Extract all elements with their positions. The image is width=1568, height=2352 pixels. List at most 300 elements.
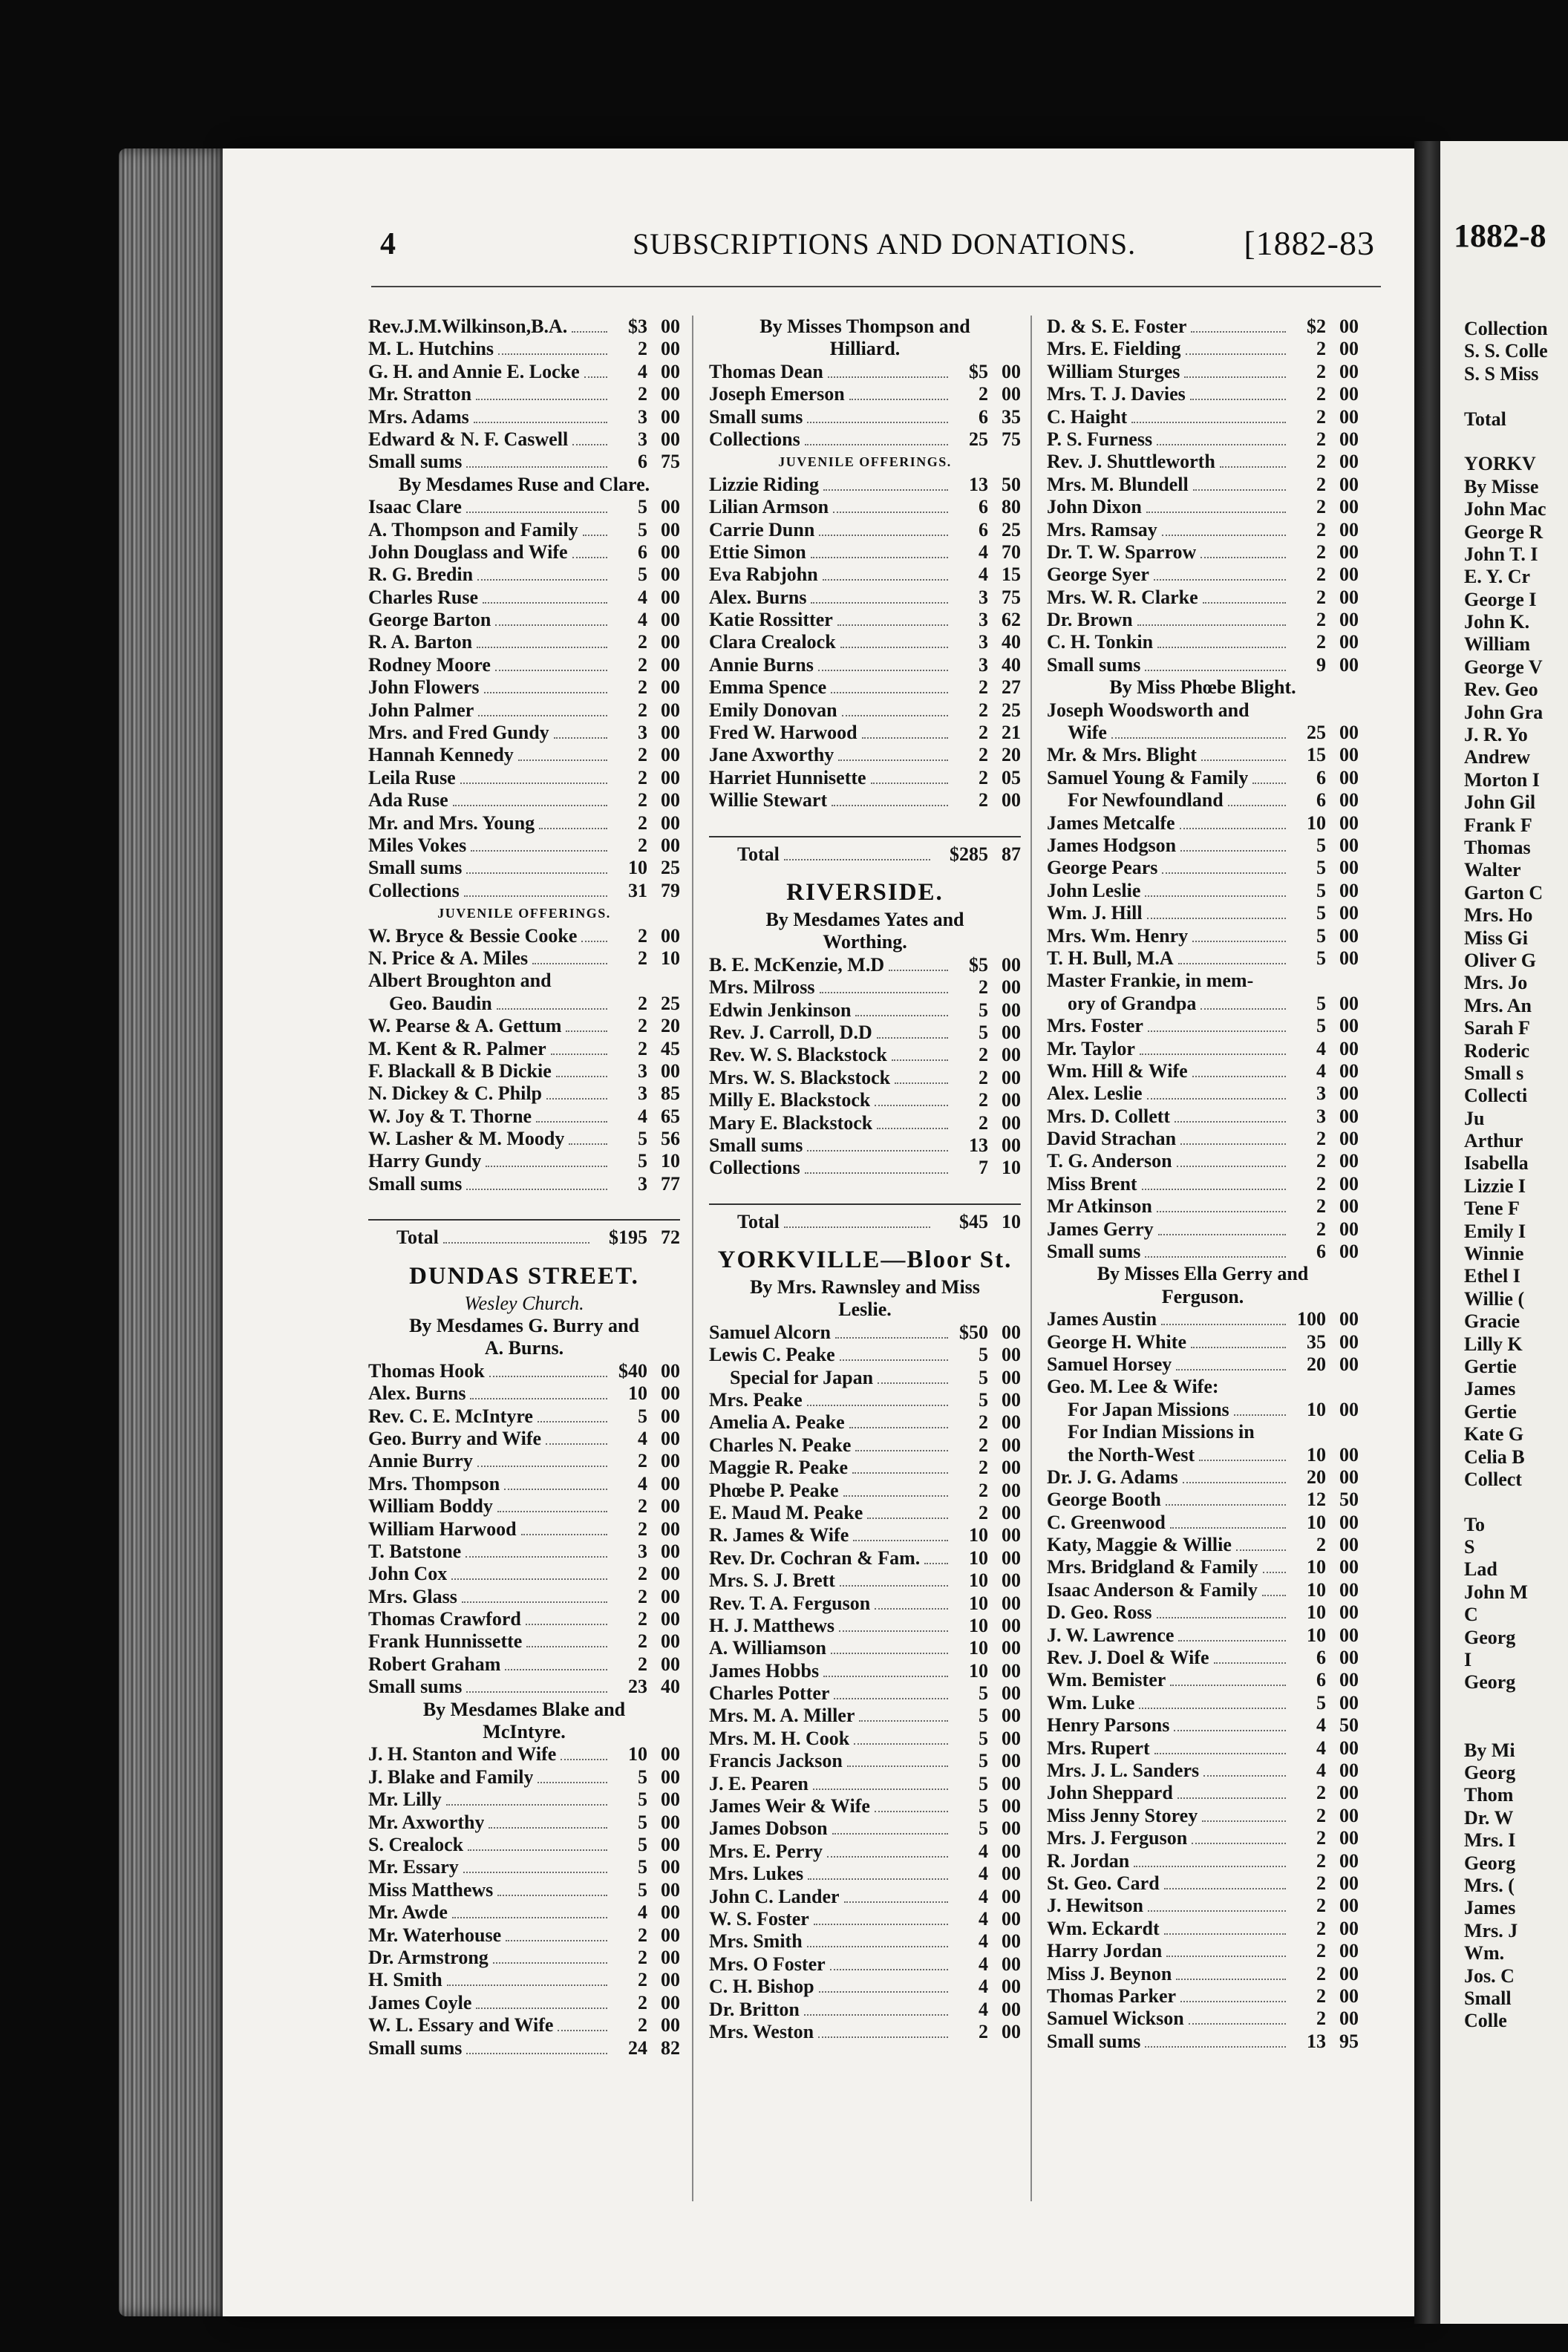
leader-dots (551, 1039, 607, 1055)
amount-cents: 75 (1002, 428, 1021, 450)
donation-entry (1047, 1150, 1359, 1172)
amount-cents: 00 (1339, 1849, 1359, 1872)
leader-dots (1180, 835, 1286, 852)
amount-dollars: 2 (979, 1479, 988, 1501)
facing-page-line: Georg (1464, 1762, 1516, 1783)
amount-cents: 00 (1339, 879, 1359, 901)
entry-name: Albert Broughton and (368, 970, 552, 992)
donation-entry (1047, 383, 1359, 405)
amount-cents: 75 (661, 451, 680, 473)
donor-name: Mr. Awde (368, 1901, 448, 1924)
donation-entry (1047, 1466, 1359, 1489)
amount-cents: 50 (1339, 1714, 1359, 1737)
donation-entry (1047, 406, 1359, 428)
amount-dollars: 5 (1316, 947, 1326, 969)
donation-entry (709, 383, 1021, 405)
donation-entry (1047, 1940, 1359, 1962)
donation-entry (709, 1322, 1021, 1344)
leader-dots (1178, 948, 1286, 964)
amount-dollars: 2 (979, 383, 988, 405)
donation-entry (709, 519, 1021, 541)
amount-dollars: 5 (638, 564, 647, 586)
donor-name: H. Smith (368, 1969, 442, 1991)
donation-entry (368, 451, 680, 473)
amount-cents: 00 (1339, 1760, 1359, 1781)
amount-dollars: 10 (1307, 1443, 1326, 1466)
donation-entry (1047, 1827, 1359, 1849)
facing-page-line: J. R. Yo (1464, 724, 1528, 746)
leader-dots (581, 926, 607, 942)
amount-cents: 00 (1339, 1511, 1359, 1533)
leader-dots (804, 1999, 948, 2016)
leader-dots (451, 1564, 607, 1580)
donor-name: Collections (709, 428, 800, 450)
amount-dollars: 4 (1316, 1059, 1326, 1082)
page-number: 4 (380, 227, 396, 261)
donor-name: W. L. Essary and Wife (368, 2014, 554, 2036)
amount-cents: 00 (1002, 1637, 1021, 1659)
total-block (709, 836, 1021, 866)
donation-entry (1047, 1782, 1359, 1804)
amount-cents: 00 (661, 1359, 680, 1382)
donor-name: Mrs. M. Blundell (1047, 473, 1189, 495)
donation-entry (368, 1360, 680, 1382)
donor-name: For Newfoundland (1068, 789, 1224, 811)
amount-cents: 00 (1002, 1021, 1021, 1043)
donation-entry (1047, 541, 1359, 564)
amount-dollars: 2 (638, 631, 647, 653)
donor-name: Rodney Moore (368, 653, 491, 676)
book-page-edges (119, 148, 230, 2316)
amount-dollars: 3 (979, 631, 988, 653)
entry-line (368, 970, 680, 992)
leader-dots (452, 1902, 607, 1918)
donor-name: James Weir & Wife (709, 1795, 870, 1817)
donor-name: Wm. Hill & Wife (1047, 1059, 1188, 1082)
donor-name: Geo. Burry and Wife (368, 1427, 542, 1449)
donation-entry (368, 947, 680, 970)
donation-entry (368, 1834, 680, 1856)
amount-cents: 00 (1002, 1524, 1021, 1546)
amount-dollars: 4 (638, 1901, 647, 1924)
donor-name: H. J. Matthews (709, 1614, 834, 1636)
donor-name: John Dixon (1047, 496, 1142, 518)
amount-cents: 00 (1339, 1218, 1359, 1240)
running-title: SUBSCRIPTIONS AND DONATIONS. (633, 227, 1137, 261)
donor-name: W. Pearse & A. Gettum (368, 1015, 562, 1037)
amount-dollars: 3 (638, 722, 647, 744)
amount-cents: 00 (1002, 1998, 1021, 2020)
donor-name: Mrs. Ramsay (1047, 518, 1157, 540)
amount-cents: 00 (661, 924, 680, 947)
donor-name: Maggie R. Peake (709, 1457, 849, 1479)
collector-heading: By Miss Phœbe Blight. (1109, 676, 1296, 699)
amount-cents: 00 (661, 1382, 680, 1405)
amount-cents: 00 (1339, 405, 1359, 428)
amount-cents: 56 (661, 1128, 680, 1150)
amount-cents: 00 (1002, 383, 1021, 405)
donor-name: Frank Hunnissette (368, 1630, 523, 1653)
donation-entry (709, 1344, 1021, 1366)
facing-page-line: Tene F (1464, 1198, 1520, 1220)
donor-name: F. Blackall & B Dickie (368, 1059, 552, 1082)
amount-cents: 00 (1339, 653, 1359, 676)
amount-cents: 00 (1339, 1556, 1359, 1578)
facing-page-line: Mrs. Ho (1464, 904, 1533, 927)
donor-name: James Austin (1047, 1308, 1157, 1330)
facing-page-line: Isabella (1464, 1152, 1529, 1175)
amount-cents: 00 (661, 1765, 680, 1788)
donation-entry (1047, 1895, 1359, 1917)
leader-dots (497, 1880, 607, 1896)
amount-dollars: 2 (979, 1044, 988, 1066)
donation-entry (368, 383, 680, 405)
entry-line (1047, 970, 1359, 992)
donor-name: Mrs. W. R. Clarke (1047, 586, 1198, 608)
amount-cents: 00 (1339, 857, 1359, 879)
amount-dollars: 10 (969, 1592, 988, 1614)
leader-dots (807, 1390, 948, 1406)
donor-name: C. Haight (1047, 405, 1128, 428)
amount-cents: 25 (661, 992, 680, 1014)
amount-cents: 00 (661, 316, 680, 337)
amount-cents: 00 (1339, 1466, 1359, 1488)
leader-dots (583, 520, 607, 536)
donor-name: W. S. Foster (709, 1908, 809, 1930)
donor-name: Charles Potter (709, 1682, 830, 1705)
donation-entry (1047, 1737, 1359, 1760)
facing-page-line: Lad (1464, 1558, 1497, 1581)
leader-dots (1252, 768, 1286, 784)
donor-name: Small sums (1047, 653, 1141, 676)
amount-dollars: 5 (1316, 1691, 1326, 1714)
leader-dots (1157, 632, 1286, 648)
amount-cents: 00 (1002, 1501, 1021, 1523)
amount-dollars: 9 (1316, 653, 1326, 676)
leader-dots (497, 1496, 607, 1512)
donation-entry (1047, 428, 1359, 451)
leader-dots (462, 1587, 607, 1603)
leader-dots (840, 1570, 948, 1587)
donor-name: Jane Axworthy (709, 744, 834, 766)
donation-entry (368, 1450, 680, 1472)
donor-name: George H. White (1047, 1330, 1186, 1353)
donor-name: John Flowers (368, 676, 480, 699)
donation-entry (709, 2021, 1021, 2043)
facing-page-line: Ethel I (1464, 1265, 1520, 1287)
donation-entry (368, 1924, 680, 1947)
amount-dollars: 5 (979, 1750, 988, 1772)
amount-dollars: 2 (638, 766, 647, 788)
donation-entry (368, 1128, 680, 1150)
donation-entry (368, 1856, 680, 1878)
donor-name: J. Blake and Family (368, 1765, 534, 1788)
amount-dollars: 6 (979, 496, 988, 518)
amount-cents: 00 (661, 1563, 680, 1585)
amount-dollars: 2 (1316, 1827, 1326, 1849)
amount-cents: 00 (1002, 1066, 1021, 1088)
leader-dots (495, 610, 607, 626)
amount-cents: 00 (1002, 1682, 1021, 1705)
donor-name: Mr. Essary (368, 1856, 459, 1878)
leader-dots (889, 955, 948, 971)
amount-dollars: 2 (979, 1089, 988, 1111)
column-3 (1047, 316, 1359, 2053)
amount-dollars: 10 (1307, 1601, 1326, 1624)
leader-dots (808, 1863, 948, 1880)
leader-dots (1199, 1445, 1286, 1461)
amount-cents: 00 (1002, 2020, 1021, 2042)
amount-cents: 00 (1002, 1479, 1021, 1501)
donation-entry (709, 496, 1021, 518)
leader-dots (521, 1519, 607, 1535)
donor-name: J. W. Lawrence (1047, 1624, 1175, 1646)
facing-page-line: Oliver G (1464, 949, 1537, 971)
leader-dots (1147, 1083, 1286, 1100)
facing-page-line: I (1464, 1649, 1472, 1671)
leader-dots (1263, 1557, 1286, 1573)
amount-cents: 00 (1339, 1872, 1359, 1894)
amount-cents: 77 (661, 1172, 680, 1195)
amount-cents: 00 (1339, 1105, 1359, 1127)
donor-name: G. H. and Annie E. Locke (368, 360, 580, 382)
amount-dollars: 10 (628, 857, 647, 879)
amount-dollars: 12 (1307, 1489, 1326, 1511)
amount-dollars: 4 (979, 1930, 988, 1953)
amount-cents: 00 (1339, 1737, 1359, 1759)
leader-dots (867, 1503, 948, 1519)
donor-name: Harry Jordan (1047, 1940, 1163, 1962)
donation-entry (709, 1953, 1021, 1976)
leader-dots (466, 497, 607, 513)
leader-dots (497, 993, 607, 1010)
amount-dollars: 2 (638, 383, 647, 405)
leader-dots (924, 1548, 948, 1564)
amount-cents: 00 (1339, 1059, 1359, 1082)
donor-name: Mr. and Mrs. Young (368, 811, 535, 834)
running-head (380, 226, 1375, 271)
leader-dots (849, 1412, 948, 1428)
amount-cents: 00 (1002, 953, 1021, 976)
donor-name: Rev. Dr. Cochran & Fam. (709, 1546, 921, 1569)
donor-name: For Japan Missions (1068, 1398, 1229, 1420)
donor-name: Mrs. O Foster (709, 1953, 826, 1975)
total-label: Total (737, 843, 780, 865)
donor-name: T. G. Anderson (1047, 1150, 1172, 1172)
amount-dollars: 2 (638, 1991, 647, 2013)
leader-dots (892, 1045, 948, 1061)
leader-dots (546, 1083, 607, 1100)
amount-cents: 00 (1002, 1111, 1021, 1134)
amount-dollars: 2 (979, 1066, 988, 1088)
leader-dots (561, 1744, 607, 1760)
donor-name: R. James & Wife (709, 1524, 849, 1546)
amount-cents: 00 (1339, 1804, 1359, 1826)
amount-cents: 00 (1002, 1727, 1021, 1749)
donor-name: Alex. Burns (709, 586, 807, 608)
amount-dollars: 6 (638, 540, 647, 563)
amount-cents: 00 (661, 631, 680, 653)
amount-dollars: 2 (638, 924, 647, 947)
amount-dollars: 5 (638, 1765, 647, 1788)
amount-cents: 00 (1339, 1827, 1359, 1849)
amount-cents: 00 (661, 496, 680, 518)
donation-entry (368, 1586, 680, 1608)
leader-dots (1191, 316, 1286, 333)
leader-dots (453, 790, 607, 806)
leader-dots (506, 1925, 607, 1941)
amount-dollars: 5 (1316, 834, 1326, 856)
donor-name: Small sums (709, 1134, 803, 1156)
donor-name: R. Jordan (1047, 1849, 1130, 1872)
amount-dollars: 2 (1316, 1984, 1326, 2007)
facing-page-line: S. S. Colle (1464, 340, 1548, 362)
facing-page-line: Morton I (1464, 768, 1540, 791)
donor-name: John Leslie (1047, 879, 1141, 901)
amount-cents: 00 (1002, 789, 1021, 811)
donation-entry (709, 1434, 1021, 1457)
amount-cents: 00 (1339, 1691, 1359, 1714)
leader-dots (1176, 1354, 1286, 1371)
leader-dots (878, 1368, 948, 1384)
amount-cents: 40 (1002, 653, 1021, 676)
amount-cents: 00 (661, 609, 680, 631)
leader-dots (1145, 881, 1286, 897)
leader-dots (1177, 1783, 1286, 1799)
donation-entry (709, 1773, 1021, 1795)
amount-dollars: 5 (638, 1878, 647, 1901)
amount-cents: 00 (1002, 1366, 1021, 1388)
leader-dots (536, 1106, 607, 1123)
amount-dollars: 2 (1316, 609, 1326, 631)
leader-dots (1154, 564, 1286, 581)
leader-dots (566, 1016, 607, 1032)
leader-dots (838, 745, 948, 761)
leader-dots (834, 1683, 948, 1699)
donor-name: William Sturges (1047, 360, 1180, 382)
facing-page-line: To (1464, 1513, 1485, 1535)
amount-cents: 50 (1339, 1489, 1359, 1511)
total-block (709, 1203, 1021, 1233)
amount-dollars: 2 (1316, 473, 1326, 495)
amount-cents: 00 (1002, 1976, 1021, 1998)
donation-entry (1047, 1624, 1359, 1647)
amount-cents: 95 (1339, 2030, 1359, 2052)
donor-name: Clara Crealock (709, 631, 836, 653)
amount-cents: 00 (661, 1811, 680, 1833)
entry-line (1047, 1421, 1359, 1443)
donor-name: Dr. Brown (1047, 609, 1133, 631)
donor-name: Mrs. T. J. Davies (1047, 383, 1186, 405)
donor-name: Joseph Emerson (709, 383, 845, 405)
amount-dollars: 5 (1316, 857, 1326, 879)
amount-dollars: 4 (979, 1953, 988, 1975)
donation-entry (709, 1592, 1021, 1615)
leader-dots (855, 1000, 948, 1016)
donor-name: James Metcalfe (1047, 811, 1175, 834)
amount-dollars: 3 (638, 1540, 647, 1562)
donor-name: Geo. Baudin (389, 992, 492, 1014)
donation-entry (1047, 1331, 1359, 1353)
donation-entry (368, 676, 680, 699)
amount-dollars: 4 (979, 1885, 988, 1907)
leader-dots (1157, 429, 1286, 445)
leader-dots (1174, 1715, 1286, 1731)
donation-entry (368, 2014, 680, 2036)
leader-dots (818, 655, 948, 671)
donation-entry (1047, 1444, 1359, 1466)
donation-entry (1047, 1489, 1359, 1511)
amount-dollars: 2 (1316, 1895, 1326, 1917)
leader-dots (1184, 362, 1286, 378)
amount-dollars: 3 (979, 609, 988, 631)
donation-entry (709, 767, 1021, 789)
amount-cents: 00 (661, 1495, 680, 1518)
amount-dollars: 5 (1316, 924, 1326, 947)
leader-dots (895, 1068, 948, 1084)
amount-cents: 75 (1002, 586, 1021, 608)
amount-dollars: 10 (1307, 1511, 1326, 1533)
spacer (709, 1180, 1021, 1196)
amount-cents: 00 (1002, 1569, 1021, 1592)
donation-entry (709, 1660, 1021, 1682)
amount-dollars: 5 (979, 1366, 988, 1388)
leader-dots (476, 1993, 607, 2009)
facing-page-line: Small (1464, 1987, 1512, 2009)
amount-cents: 00 (1339, 1669, 1359, 1691)
facing-page-line: John T. I (1464, 543, 1538, 565)
amount-dollars: 20 (1307, 1353, 1326, 1375)
donor-name: Small sums (368, 857, 463, 879)
donor-name: Mrs. D. Collett (1047, 1105, 1171, 1127)
donor-name: Isaac Clare (368, 496, 462, 518)
amount-cents: 00 (1339, 518, 1359, 540)
leader-dots (784, 1212, 930, 1228)
leader-dots (1145, 1241, 1286, 1258)
leader-dots (1191, 1332, 1286, 1348)
amount-cents: 00 (1002, 1930, 1021, 1953)
amount-dollars: 10 (1307, 1556, 1326, 1578)
facing-page-line: Roderic (1464, 1039, 1530, 1062)
donation-entry (368, 834, 680, 857)
amount-cents: 00 (1339, 744, 1359, 766)
amount-cents: 00 (661, 1946, 680, 1968)
donation-entry (709, 1840, 1021, 1863)
donor-name: Wm. Bemister (1047, 1669, 1166, 1691)
leader-dots (1170, 1512, 1286, 1529)
amount-cents: 00 (661, 1059, 680, 1082)
donor-name: Mrs. Lukes (709, 1863, 804, 1885)
leader-dots (827, 1841, 948, 1858)
amount-dollars: 2 (1316, 1534, 1326, 1556)
amount-dollars: 5 (638, 1150, 647, 1172)
donor-name: John Douglass and Wife (368, 540, 568, 563)
amount-dollars: 2 (638, 699, 647, 721)
leader-dots (1158, 1219, 1286, 1235)
leader-dots (1177, 1151, 1286, 1167)
amount-dollars: 5 (979, 1817, 988, 1840)
amount-cents: 00 (1339, 1917, 1359, 1939)
leader-dots (1192, 926, 1286, 942)
donation-entry (368, 361, 680, 383)
amount-cents: 00 (1339, 1601, 1359, 1624)
amount-dollars: 2 (638, 947, 647, 969)
donation-entry (1047, 1534, 1359, 1556)
leader-dots (1192, 1828, 1286, 1844)
total-dollars: $195 (609, 1226, 647, 1249)
donor-name: Mrs. M. H. Cook (709, 1727, 850, 1749)
amount-dollars: 20 (1307, 1466, 1326, 1488)
